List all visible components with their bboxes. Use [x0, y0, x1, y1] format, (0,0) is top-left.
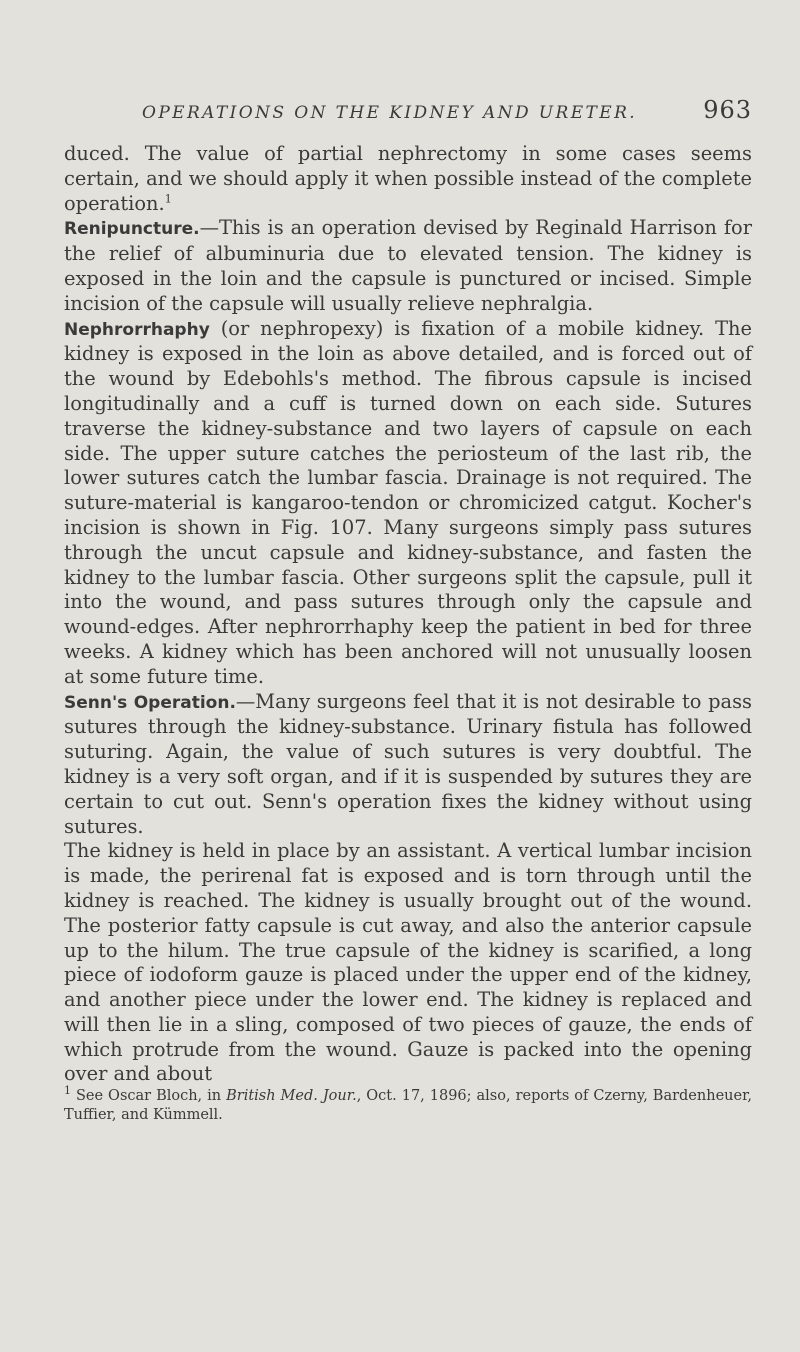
paragraph-text: —This is an operation devised by Reginald Harrison for the relief of albuminuria due to elevated tension. The kidney is exposed in the loin and the capsule is punctured or incised. Simple incision of the capsule will usually relieve nephralgia. [64, 216, 752, 315]
paragraph-nephrorrhaphy [64, 317, 752, 690]
paragraph-renipuncture [64, 216, 752, 316]
section-heading-nephrorrhaphy: Nephrorrhaphy [64, 319, 210, 340]
paragraph-procedure [64, 839, 752, 1087]
footnote-text-before: See Oscar Bloch, in [75, 1088, 227, 1105]
paragraph-text: The kidney is held in place by an assistant. A vertical lumbar incision is made, the perirenal fat is exposed and is torn through until the kidney is reached. The kidney is usually brought out of the wound. The posterior fatty capsule is cut away, and also the anterior capsule up to the hilum. The true capsule of the kidney is scarified, a long piece of iodoform gauze is placed under the upper end of the kidney, and another piece under the lower end. The kidney is replaced and will then lie in a sling, composed of two pieces of gauze, the ends of which protrude from the wound. Gauze is packed into the opening over and about [64, 839, 752, 1086]
page-header [64, 96, 752, 124]
footnote-number: 1 [64, 1084, 71, 1098]
book-page [64, 96, 752, 1125]
section-heading-senns-operation: Senn's Operation. [64, 692, 236, 713]
paragraph-text: (or nephropexy) is fixation of a mobile kidney. The kidney is exposed in the loin as above detailed, and is forced out of the wound by Edebohls's method. The fibrous capsule is incised longitudinally and a cuff is turned down on each side. Sutures traverse the kidney-substance and two layers of capsule on each side. The upper suture catches the periosteum of the last rib, the lower sutures catch the lumbar fascia. Drainage is not required. The suture-material is kangaroo-tendon or chromicized catgut. Kocher's incision is shown in Fig. 107. Many surgeons simply pass sutures through the uncut capsule and kidney-substance, and fasten the kidney to the lumbar fascia. Other surgeons split the capsule, pull it into the wound, and pass sutures through only the capsule and wound-edges. After nephrorrhaphy keep the patient in bed for three weeks. A kidney which has been anchored will not unusually loosen at some future time. [64, 316, 752, 688]
page-number: 963 [703, 96, 752, 124]
footnote-marker: 1 [164, 192, 172, 206]
section-heading-renipuncture: Renipuncture. [64, 219, 200, 240]
footnote-text-after: , Oct. 17, 1896; also, reports of Czerny, Bardenheuer, Tuffier, and Kümmell. [64, 1088, 753, 1124]
paragraph-senns-operation [64, 690, 752, 840]
paragraph-text: duced. The value of partial nephrectomy in some cases seems certain, and we should apply it when possible instead of the complete operation. [64, 142, 752, 215]
body-text [64, 142, 752, 1125]
paragraph-text: —Many surgeons feel that it is not desirable to pass sutures through the kidney-substance. Urinary fistula has followed suturing. Again, the value of such sutures is very doubtful. The kidney is a very soft organ, and if it is suspended by sutures they are certain to cut out. Senn's operation fixes the kidney without using sutures. [64, 689, 752, 838]
running-title: OPERATIONS ON THE KIDNEY AND URETER. [142, 103, 638, 123]
paragraph-partial-nephrectomy [64, 142, 752, 216]
footnote [64, 1084, 753, 1125]
footnote-journal: British Med. Jour. [226, 1088, 357, 1105]
